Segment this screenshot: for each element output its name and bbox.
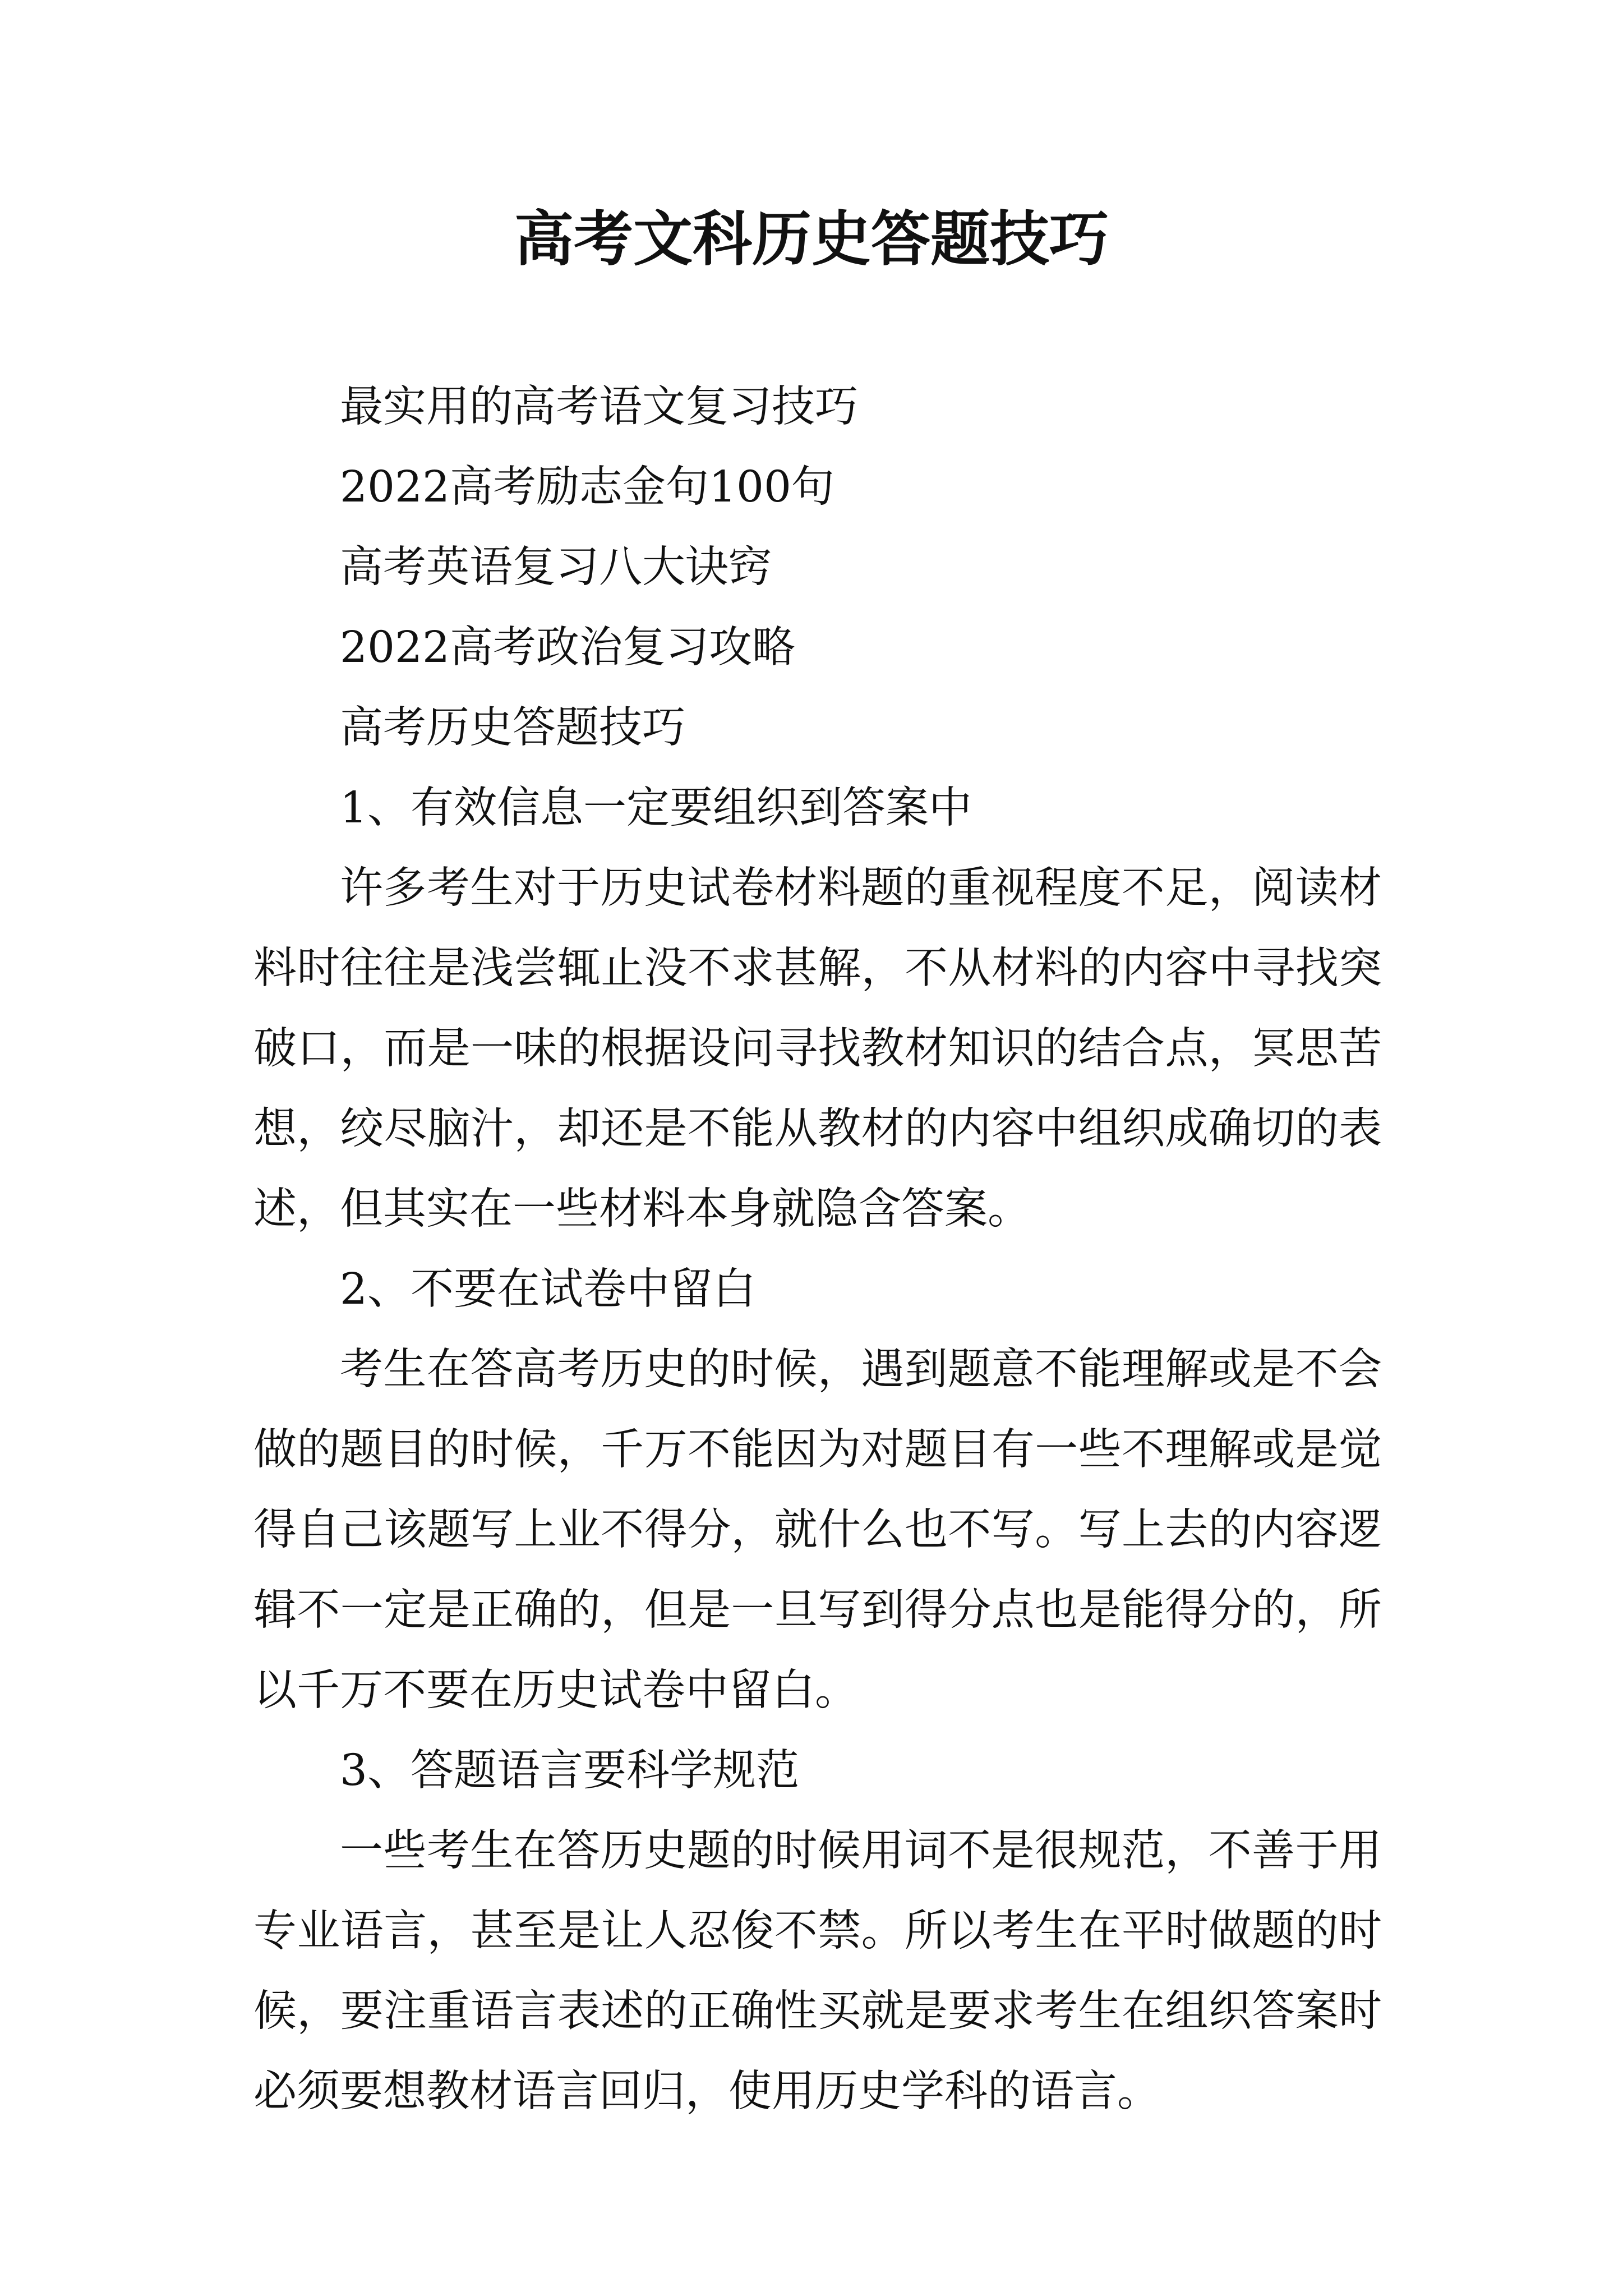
- tip-heading-1: 1、有效信息一定要组织到答案中: [340, 783, 972, 833]
- document-body: [253, 367, 1382, 2132]
- tip-paragraph-2: 考生在答高考历史的时候，遇到题意不能理解或是不会做的题目的时候，千万不能因为对题目有一些不理解或是觉得自己该题写上业不得分，就什么也不写。写上去的内容逻辑不一定是正确的，但是一旦写到得分点也是能得分的，所以千万不要在历史试卷中留白。: [253, 1345, 1382, 1715]
- tip-paragraph-1: 许多考生对于历史试卷材料题的重视程度不足，阅读材料时往往是浅尝辄止没不求甚解，不从材料的内容中寻找突破口，而是一味的根据设问寻找教材知识的结合点，冥思苦想，绞尽脑汁，却还是不能从教材的内容中组织成确切的表述，但其实在一些材料本身就隐含答案。: [253, 863, 1382, 1234]
- related-link-chinese-review: 最实用的高考语文复习技巧: [340, 382, 858, 432]
- section-heading-history-tips: 高考历史答题技巧: [340, 703, 685, 753]
- related-link-motivational-quotes: 2022高考励志金句100句: [340, 462, 834, 512]
- tip-heading-2: 2、不要在试卷中留白: [340, 1264, 756, 1314]
- page-title: 高考文科历史答题技巧: [514, 204, 1109, 274]
- related-link-politics-review: 2022高考政治复习攻略: [340, 623, 795, 673]
- tip-heading-3: 3、答题语言要科学规范: [340, 1746, 799, 1796]
- related-link-english-review: 高考英语复习八大诀窍: [340, 542, 772, 592]
- tip-paragraph-3: 一些考生在答历史题的时候用词不是很规范，不善于用专业语言，甚至是让人忍俊不禁。所以考生在平时做题的时候，要注重语言表述的正确性买就是要求考生在组织答案时必须要想教材语言回归，使用历史学科的语言。: [253, 1826, 1382, 2116]
